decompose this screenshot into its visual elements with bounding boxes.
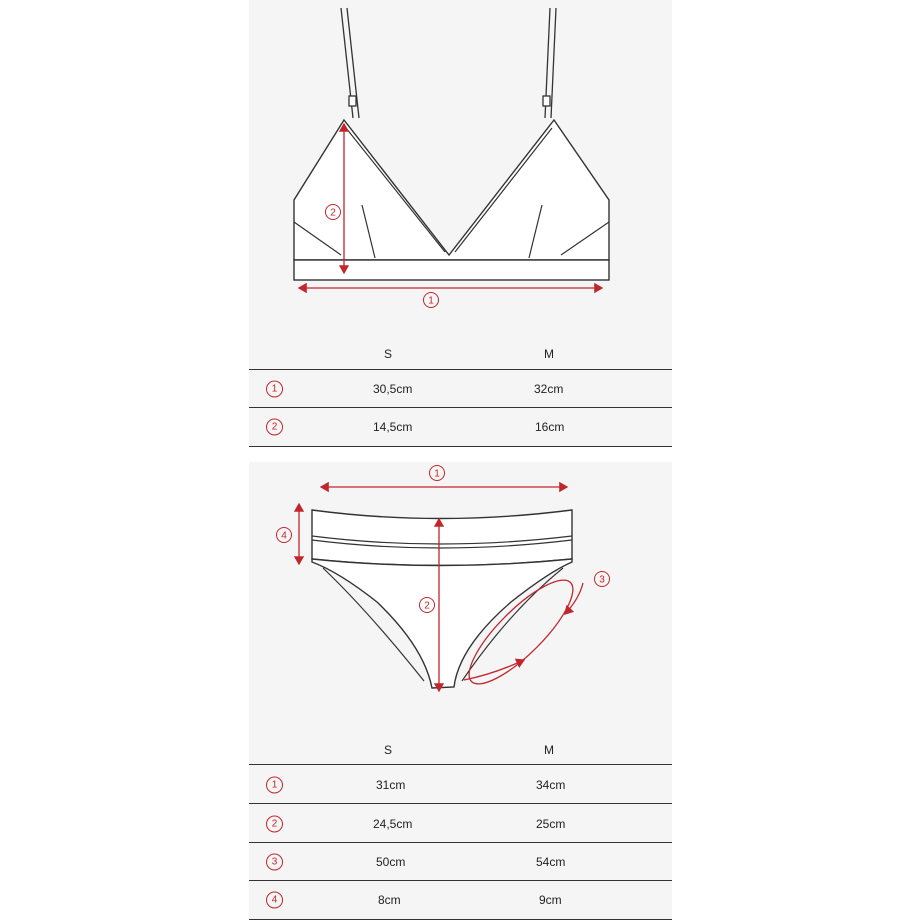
bra-row-1-s: 30,5cm [373, 382, 413, 396]
brief-row-2-m: 25cm [536, 816, 566, 831]
brief-row-4-marker: 4 [266, 892, 283, 909]
brief-callout-2: 2 [424, 600, 430, 612]
brief-callout-3: 3 [599, 574, 605, 586]
brief-callout-1: 1 [434, 468, 440, 480]
brief-size-header-m: M [544, 743, 554, 757]
brief-row-1-marker: 1 [266, 776, 283, 793]
brief-row-4-m: 9cm [539, 893, 562, 907]
bra-diagram [249, 0, 672, 330]
bra-row-2-m: 16cm [535, 420, 565, 434]
brief-row-3 [249, 842, 672, 881]
brief-size-header-s: S [384, 743, 393, 757]
brief-row-1-m: 34cm [536, 777, 566, 792]
bra-row-2-marker: 2 [266, 419, 283, 436]
bra-row-2-s: 14,5cm [373, 420, 413, 434]
bra-callout-1: 1 [428, 295, 434, 307]
bra-size-header-s: S [384, 347, 393, 361]
brief-size-panel [249, 462, 672, 920]
bra-row-1-marker: 1 [266, 381, 283, 398]
brief-diagram [249, 462, 672, 732]
brief-row-4 [249, 880, 672, 920]
bra-size-panel [249, 0, 672, 446]
brief-row-2 [249, 803, 672, 843]
brief-callout-4: 4 [281, 530, 287, 542]
bra-size-header-m: M [544, 347, 554, 361]
bra-row-1-m: 32cm [534, 382, 564, 396]
brief-row-3-marker: 3 [266, 854, 283, 871]
brief-row-4-s: 8cm [378, 893, 401, 907]
brief-row-2-marker: 2 [266, 815, 283, 832]
bra-row-2 [249, 407, 672, 447]
brief-row-3-s: 50cm [376, 855, 406, 869]
brief-row-1-s: 31cm [376, 777, 406, 792]
brief-row-3-m: 54cm [536, 855, 566, 869]
brief-row-2-s: 24,5cm [373, 816, 413, 831]
bra-row-1 [249, 369, 672, 408]
bra-callout-2: 2 [330, 207, 336, 219]
brief-row-1 [249, 764, 672, 804]
